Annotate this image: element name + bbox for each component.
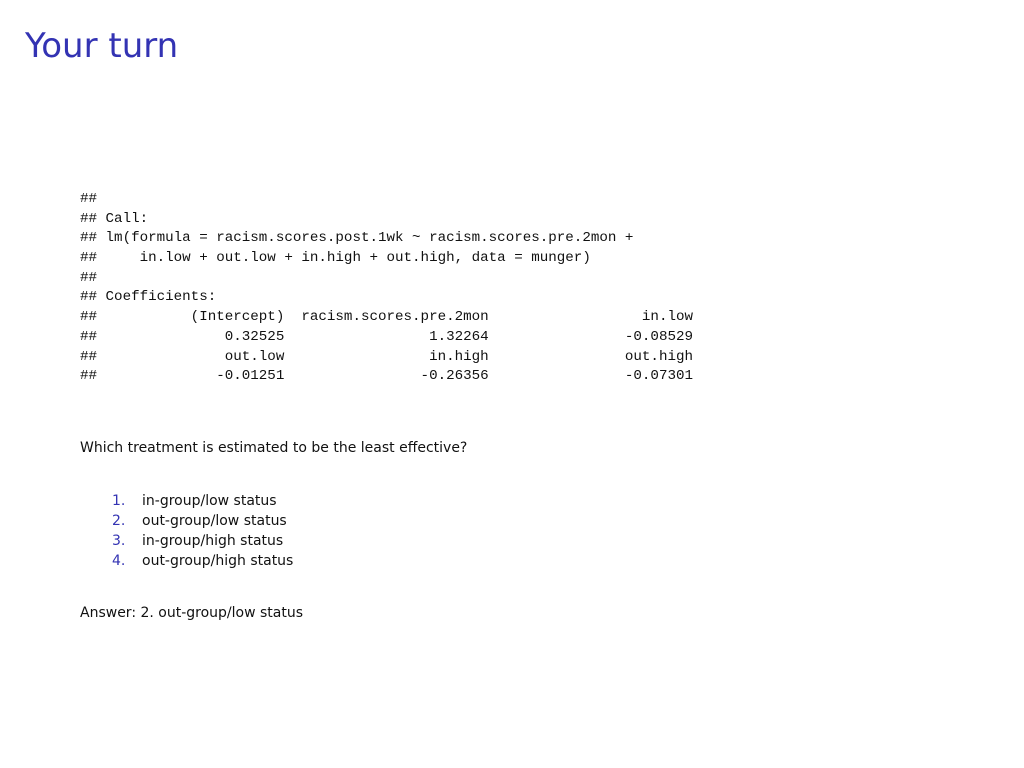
option-number: 1. (112, 493, 126, 509)
question-text: Which treatment is estimated to be the least effective? (80, 440, 468, 456)
code-line: ## lm(formula = racism.scores.post.1wk ~ racism.scores.pre.2mon + (80, 230, 634, 247)
option-label: in-group/low status (142, 493, 277, 509)
code-line: ## Call: (80, 210, 149, 227)
code-line: ## in.low + out.low + in.high + out.high, data = munger) (80, 250, 591, 267)
option-number: 2. (112, 513, 126, 529)
code-line: ## (80, 269, 98, 286)
r-output-code-block (80, 190, 693, 387)
option-label: out-group/high status (142, 553, 294, 569)
answer-text: Answer: 2. out-group/low status (80, 605, 304, 621)
option-number: 3. (112, 533, 126, 549)
slide-title: Your turn (25, 26, 179, 66)
code-line: ## (80, 191, 98, 207)
code-line: ## 0.32525 1.32264 -0.08529 (80, 328, 693, 345)
option-item-1 (112, 491, 293, 511)
answer-options-list (112, 491, 293, 571)
option-item-3 (112, 531, 293, 551)
code-line: ## (Intercept) racism.scores.pre.2mon in.low (80, 309, 693, 326)
option-label: out-group/low status (142, 513, 287, 529)
option-item-2 (112, 511, 293, 531)
code-line: ## out.low in.high out.high (80, 348, 693, 365)
option-label: in-group/high status (142, 533, 284, 549)
option-item-4 (112, 551, 293, 571)
code-line: ## -0.01251 -0.26356 -0.07301 (80, 368, 693, 385)
code-line: ## Coefficients: (80, 289, 217, 306)
option-number: 4. (112, 553, 126, 569)
